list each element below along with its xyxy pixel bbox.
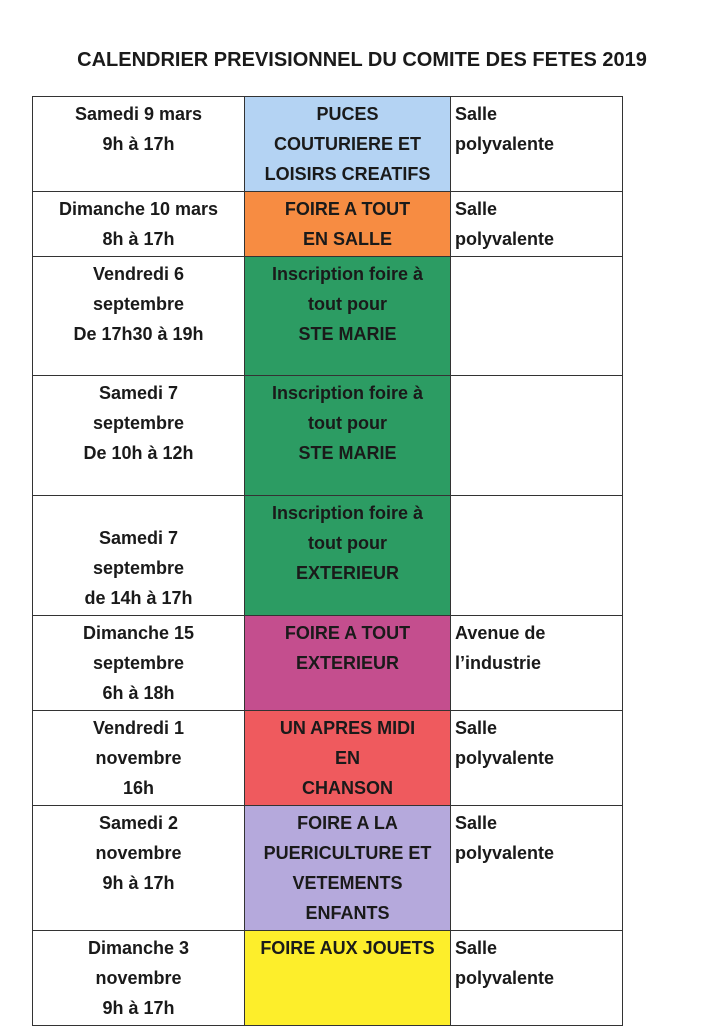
event-cell [245,257,451,376]
event-cell [245,192,451,257]
event-line: EXTERIEUR [295,653,400,673]
event-line: FOIRE A TOUT [284,623,411,643]
date-line: 8h à 17h [102,229,175,249]
place-line: Salle [455,199,498,219]
event-line: FOIRE A LA [297,813,398,833]
event-line: EN [334,748,360,768]
place-cell [451,257,623,376]
date-line: De 10h à 12h [83,443,194,463]
place-cell [451,711,623,806]
place-cell [451,376,623,496]
table-row [33,97,623,192]
place-cell [451,496,623,616]
date-line: novembre [95,968,182,988]
place-line: polyvalente [455,748,555,768]
date-line: Dimanche 3 [87,938,190,958]
event-line: EXTERIEUR [295,563,400,583]
event-line: UN APRES MIDI [279,718,416,738]
date-line: 16h [122,778,155,798]
event-cell [245,711,451,806]
date-cell [33,496,245,616]
place-cell [451,616,623,711]
place-line: polyvalente [455,968,555,988]
event-line: CHANSON [301,778,393,798]
date-cell [33,616,245,711]
date-cell [33,192,245,257]
place-line: polyvalente [455,229,555,249]
event-line: STE MARIE [298,443,397,463]
date-line: de 14h à 17h [84,588,193,608]
date-cell [33,711,245,806]
event-cell [245,616,451,711]
table-row [33,257,623,376]
table-row [33,616,623,711]
table-row [33,496,623,616]
place-line: Salle [455,104,498,124]
date-line: novembre [95,843,182,863]
event-line: Inscription foire à [271,264,424,284]
event-line: COUTURIERE ET [273,134,421,154]
event-line: VETEMENTS [292,873,403,893]
event-line: tout pour [308,413,387,433]
date-cell [33,97,245,192]
event-line: tout pour [308,533,387,553]
place-line: Salle [455,718,498,738]
place-line: polyvalente [455,843,555,863]
event-line: PUERICULTURE ET [263,843,432,863]
date-cell [33,257,245,376]
date-line: septembre [92,653,185,673]
page-title: CALENDRIER PREVISIONNEL DU COMITE DES FETES 2019 [77,49,647,71]
date-cell [33,806,245,931]
event-cell [245,376,451,496]
event-line: PUCES [316,104,379,124]
event-line: ENFANTS [305,903,390,923]
table-row [33,192,623,257]
event-cell [245,931,451,1026]
place-cell [451,97,623,192]
date-line: 9h à 17h [102,873,175,893]
place-cell [451,806,623,931]
date-line: Vendredi 6 [92,264,185,284]
date-line: septembre [92,413,185,433]
date-line: Samedi 7 [98,528,179,548]
event-line: tout pour [308,294,387,314]
table-row [33,806,623,931]
event-line: Inscription foire à [271,383,424,403]
table-row [33,376,623,496]
date-line: 6h à 18h [102,683,175,703]
event-line: EN SALLE [302,229,392,249]
place-line: l’industrie [455,653,542,673]
place-line: Salle [455,938,498,958]
date-line: 9h à 17h [102,998,175,1018]
event-line: LOISIRS CREATIFS [264,164,431,184]
date-line: De 17h30 à 19h [73,324,204,344]
place-line: Salle [455,813,498,833]
date-line: Dimanche 15 [82,623,195,643]
event-line: FOIRE AUX JOUETS [260,938,435,958]
event-cell [245,806,451,931]
calendar-table [32,96,623,1026]
table-row [33,711,623,806]
event-line: Inscription foire à [271,503,424,523]
date-line: septembre [92,294,185,314]
date-line: 9h à 17h [102,134,175,154]
date-line: Samedi 9 mars [74,104,203,124]
place-cell [451,931,623,1026]
place-cell [451,192,623,257]
date-line: Samedi 2 [98,813,179,833]
date-line: Vendredi 1 [92,718,185,738]
date-line: septembre [92,558,185,578]
event-line: STE MARIE [298,324,397,344]
place-line: Avenue de [455,623,546,643]
place-line: polyvalente [455,134,555,154]
date-line: Samedi 7 [98,383,179,403]
event-cell [245,496,451,616]
date-cell [33,376,245,496]
date-line: novembre [95,748,182,768]
table-row [33,931,623,1026]
event-cell [245,97,451,192]
date-cell [33,931,245,1026]
event-line: FOIRE A TOUT [284,199,411,219]
date-line: Dimanche 10 mars [58,199,219,219]
